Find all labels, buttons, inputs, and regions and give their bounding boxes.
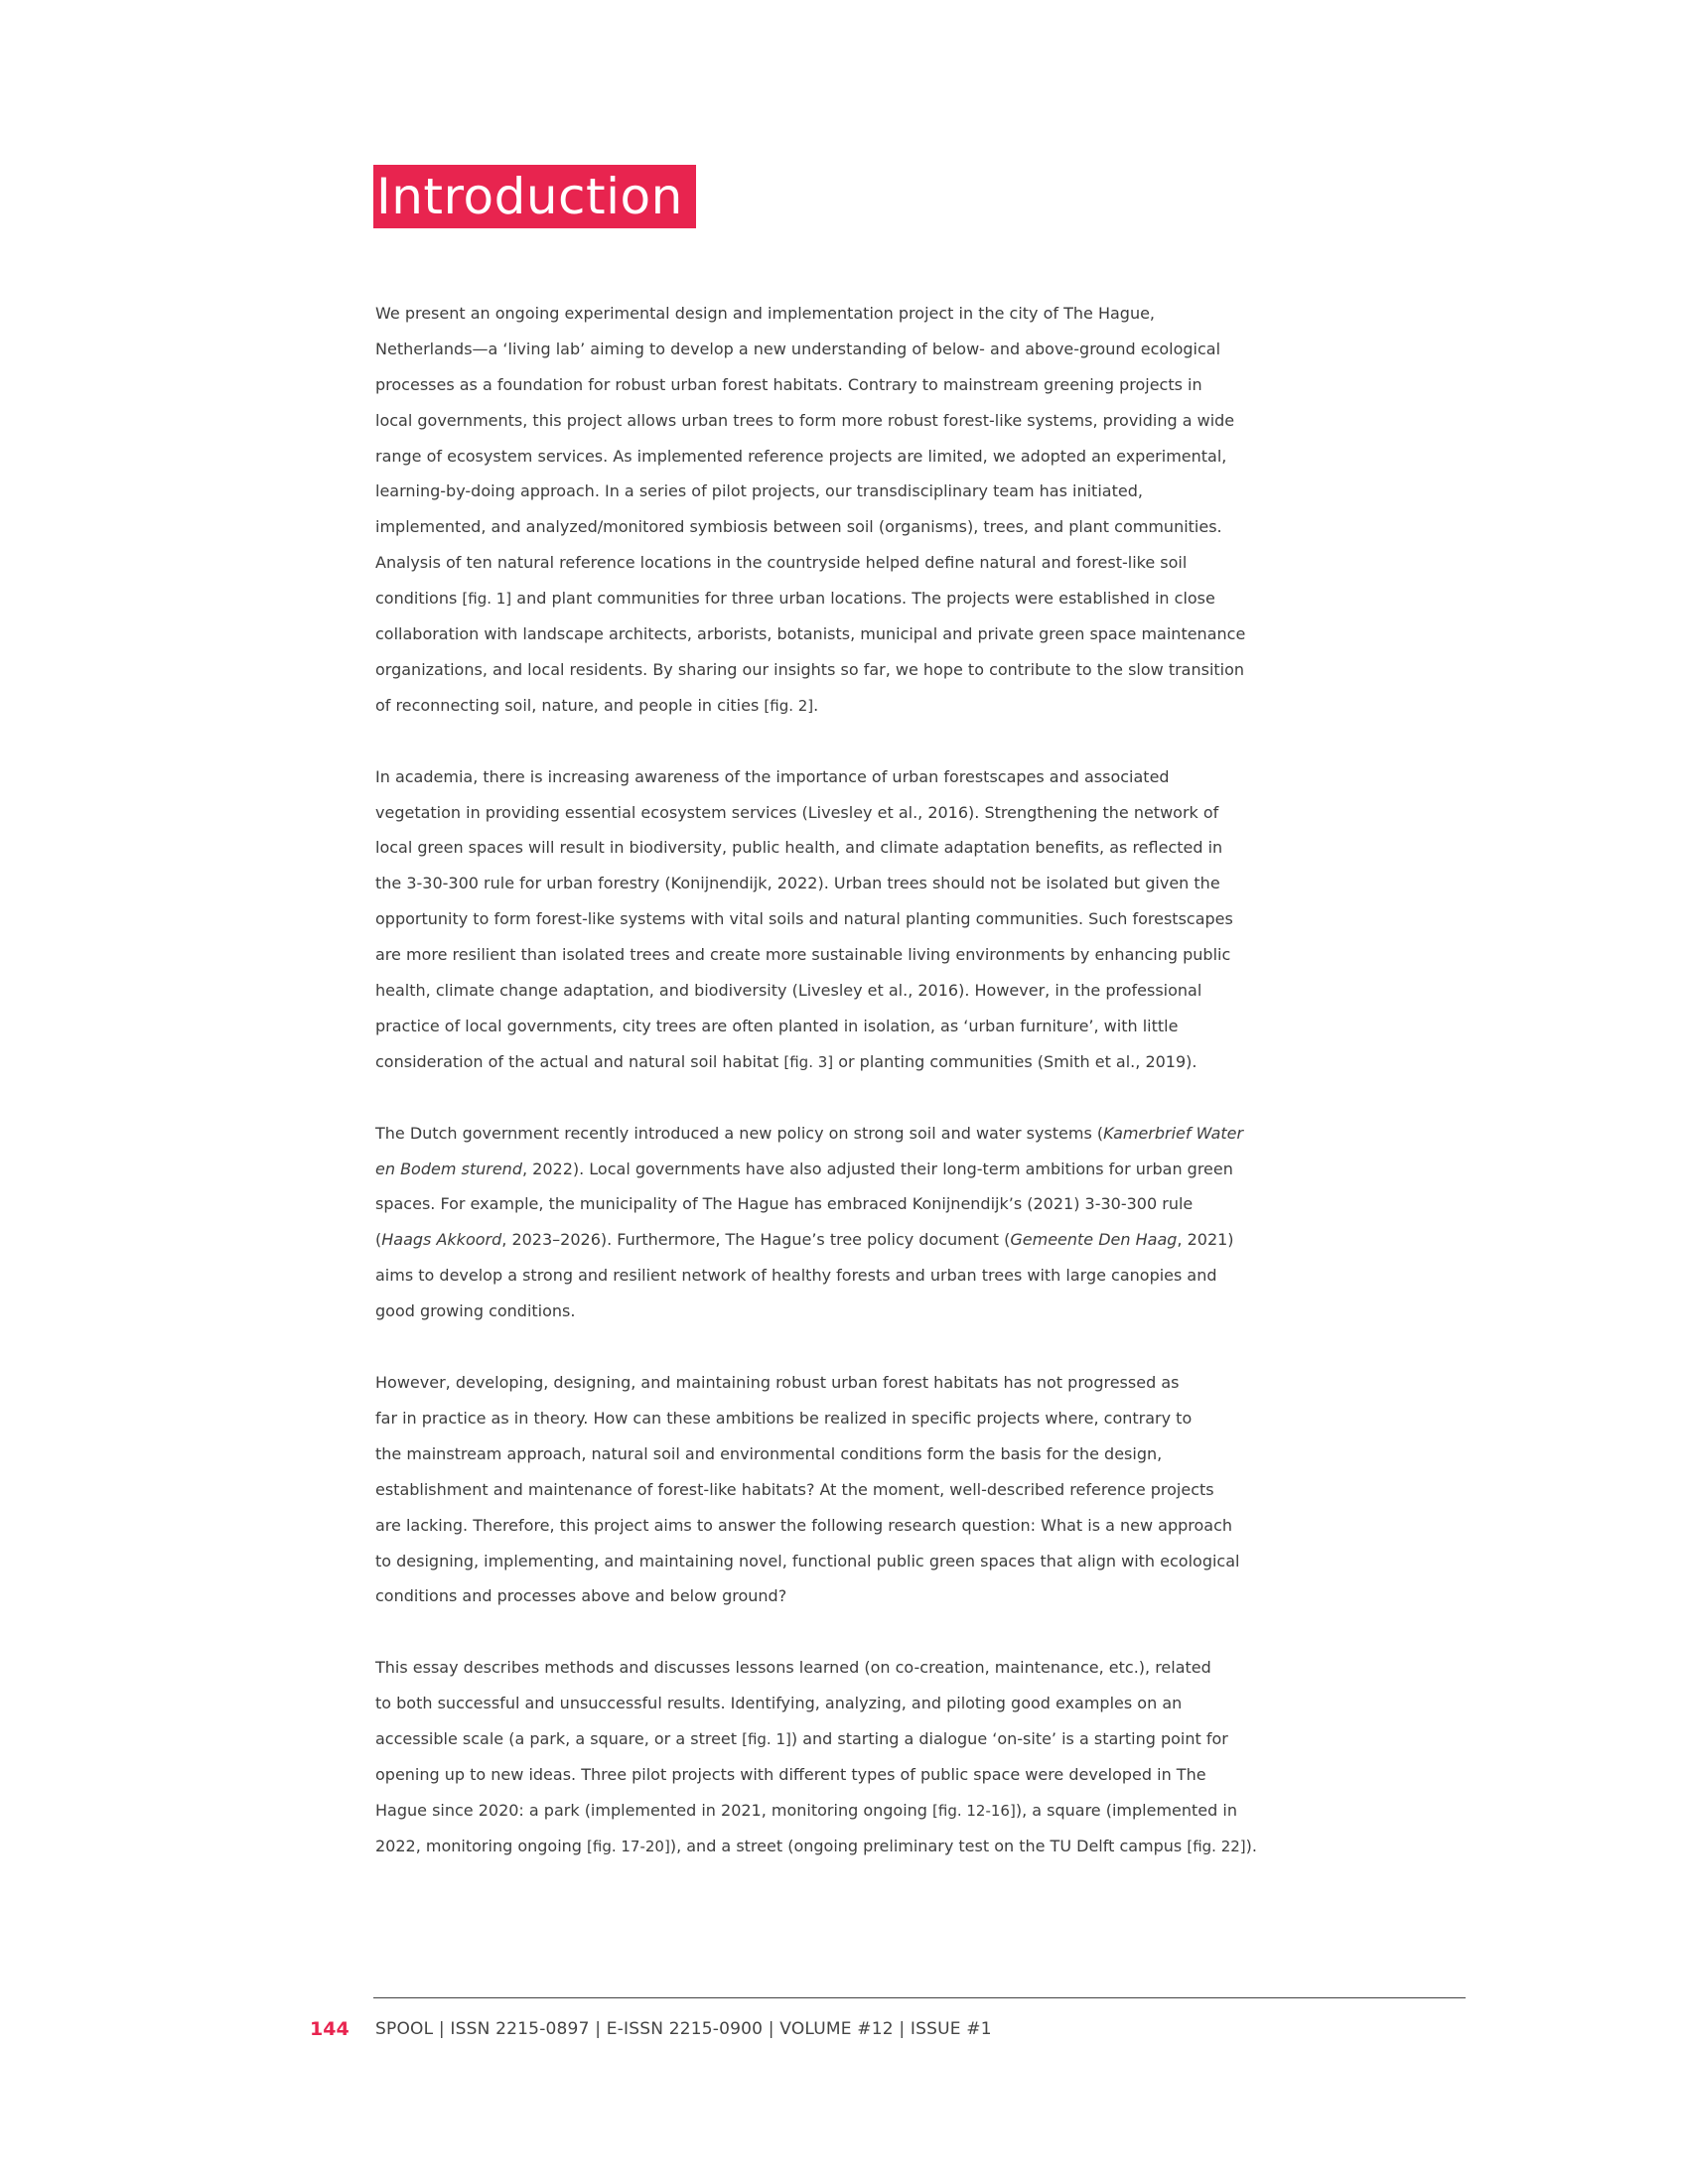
figure-reference: [fig. 12-16] bbox=[932, 1801, 1016, 1820]
text-line bbox=[375, 1009, 1477, 1044]
paragraph bbox=[375, 759, 1477, 1080]
text-segment: This essay describes methods and discusses lessons learned (on co-creation, maintenance, etc.), related bbox=[375, 1658, 1211, 1678]
figure-reference: [fig. 17-20] bbox=[587, 1837, 670, 1855]
text-segment: However, developing, designing, and maintaining robust urban forest habitats has not progressed as bbox=[375, 1373, 1180, 1393]
text-line bbox=[375, 866, 1477, 901]
text-line bbox=[375, 1044, 1477, 1080]
text-line bbox=[375, 439, 1477, 475]
text-segment: of reconnecting soil, nature, and people in cities bbox=[375, 695, 765, 715]
paragraph bbox=[375, 1116, 1477, 1329]
text-segment: are lacking. Therefore, this project aims to answer the following research question: What is a new approach bbox=[375, 1515, 1233, 1535]
figure-reference: [fig. 22] bbox=[1187, 1837, 1246, 1855]
italic-text: en Bodem sturend bbox=[375, 1159, 522, 1178]
text-segment: ), a square (implemented in bbox=[1015, 1800, 1237, 1820]
text-segment: opening up to new ideas. Three pilot projects with different types of public space were developed in The bbox=[375, 1764, 1206, 1784]
text-segment: . bbox=[813, 695, 819, 715]
text-line bbox=[375, 1401, 1477, 1436]
text-line bbox=[375, 1152, 1477, 1187]
text-segment: to designing, implementing, and maintaining novel, functional public green spaces that align with ecological bbox=[375, 1551, 1240, 1570]
text-segment: local green spaces will result in biodiversity, public health, and climate adaptation benefits, as reflected in bbox=[375, 838, 1223, 858]
text-segment: good growing conditions. bbox=[375, 1301, 576, 1321]
text-line bbox=[375, 1793, 1477, 1829]
figure-reference: [fig. 1] bbox=[742, 1730, 791, 1749]
text-line bbox=[375, 616, 1477, 652]
text-line bbox=[375, 937, 1477, 973]
text-segment: conditions bbox=[375, 589, 463, 609]
text-line bbox=[375, 652, 1477, 688]
text-line bbox=[375, 1186, 1477, 1222]
text-line bbox=[375, 1472, 1477, 1508]
footer-divider bbox=[373, 1997, 1466, 1998]
text-segment: and plant communities for three urban locations. The projects were established in close bbox=[511, 589, 1215, 609]
text-line bbox=[375, 901, 1477, 937]
figure-reference: [fig. 1] bbox=[462, 590, 512, 609]
text-segment: health, climate change adaptation, and biodiversity (Livesley et al., 2016). However, in the professional bbox=[375, 981, 1202, 1001]
text-segment: to both successful and unsuccessful results. Identifying, analyzing, and piloting good examples on an bbox=[375, 1694, 1183, 1713]
text-line bbox=[375, 688, 1477, 724]
text-segment: far in practice as in theory. How can these ambitions be realized in specific projects where, contrary to bbox=[375, 1408, 1193, 1428]
text-segment: ), and a street (ongoing preliminary test on the TU Delft campus bbox=[669, 1836, 1188, 1855]
journal-info: SPOOL | ISSN 2215-0897 | E-ISSN 2215-0900 | VOLUME #12 | ISSUE #1 bbox=[375, 2019, 992, 2039]
paragraph bbox=[375, 296, 1477, 724]
text-segment: are more resilient than isolated trees and create more sustainable living environments by enhancing public bbox=[375, 945, 1231, 965]
text-line bbox=[375, 1757, 1477, 1793]
text-segment: learning-by-doing approach. In a series of pilot projects, our transdisciplinary team has initiated, bbox=[375, 481, 1143, 501]
text-segment: implemented, and analyzed/monitored symbiosis between soil (organisms), trees, and plant communities. bbox=[375, 517, 1222, 537]
text-line bbox=[375, 1436, 1477, 1472]
text-line bbox=[375, 581, 1477, 616]
text-line bbox=[375, 296, 1477, 332]
text-segment: the 3-30-300 rule for urban forestry (Konijnendijk, 2022). Urban trees should not be isolated but given the bbox=[375, 874, 1220, 893]
text-segment: establishment and maintenance of forest-like habitats? At the moment, well-described reference projects bbox=[375, 1479, 1214, 1499]
text-segment: the mainstream approach, natural soil and environmental conditions form the basis for the design, bbox=[375, 1443, 1163, 1463]
text-line bbox=[375, 759, 1477, 795]
text-segment: Netherlands—a ‘living lab’ aiming to develop a new understanding of below- and above-ground ecological bbox=[375, 339, 1221, 358]
figure-reference: [fig. 3] bbox=[783, 1052, 834, 1071]
text-line bbox=[375, 973, 1477, 1009]
text-segment: local governments, this project allows urban trees to form more robust forest-like systems, providing a wide bbox=[375, 410, 1235, 430]
figure-reference: [fig. 2] bbox=[764, 696, 814, 715]
text-line bbox=[375, 1544, 1477, 1579]
text-segment: , 2022). Local governments have also adjusted their long-term ambitions for urban green bbox=[521, 1159, 1233, 1178]
text-line bbox=[375, 1365, 1477, 1401]
text-segment: Analysis of ten natural reference locations in the countryside helped define natural and forest-like soil bbox=[375, 553, 1188, 573]
text-segment: processes as a foundation for robust urban forest habitats. Contrary to mainstream greening projects in bbox=[375, 374, 1202, 394]
text-segment: In academia, there is increasing awareness of the importance of urban forestscapes and associated bbox=[375, 766, 1170, 786]
text-segment: organizations, and local residents. By sharing our insights so far, we hope to contribute to the slow transition bbox=[375, 659, 1245, 679]
italic-text: Gemeente Den Haag bbox=[1010, 1230, 1178, 1250]
text-segment: range of ecosystem services. As implemented reference projects are limited, we adopted an experimental, bbox=[375, 446, 1227, 466]
text-segment: accessible scale (a park, a square, or a street bbox=[375, 1729, 743, 1749]
text-segment: spaces. For example, the municipality of The Hague has embraced Konijnendijk’s (2021) 3-30-300 rule bbox=[375, 1194, 1194, 1214]
text-line bbox=[375, 1294, 1477, 1329]
text-line bbox=[375, 795, 1477, 831]
text-segment: , 2023–2026). Furthermore, The Hague’s tree policy document ( bbox=[501, 1230, 1011, 1250]
text-segment: The Dutch government recently introduced a new policy on strong soil and water systems ( bbox=[375, 1123, 1104, 1143]
paragraph bbox=[375, 1365, 1477, 1614]
paragraph bbox=[375, 1650, 1477, 1863]
text-segment: We present an ongoing experimental design and implementation project in the city of The Hague, bbox=[375, 304, 1156, 323]
text-line bbox=[375, 332, 1477, 367]
text-segment: opportunity to form forest-like systems with vital soils and natural planting communities. Such forestscapes bbox=[375, 909, 1233, 929]
text-line bbox=[375, 367, 1477, 403]
text-line bbox=[375, 1721, 1477, 1757]
text-segment: vegetation in providing essential ecosystem services (Livesley et al., 2016). Strengthening the network of bbox=[375, 802, 1219, 822]
body-text bbox=[375, 296, 1477, 1900]
text-line bbox=[375, 1650, 1477, 1686]
text-line bbox=[375, 830, 1477, 866]
text-line bbox=[375, 1258, 1477, 1294]
text-line bbox=[375, 1686, 1477, 1721]
section-heading: Introduction bbox=[373, 165, 696, 228]
text-line bbox=[375, 1829, 1477, 1864]
text-segment: conditions and processes above and below ground? bbox=[375, 1586, 787, 1606]
text-segment: , 2021) bbox=[1177, 1230, 1234, 1250]
text-line bbox=[375, 474, 1477, 509]
italic-text: Kamerbrief Water bbox=[1103, 1123, 1244, 1143]
text-segment: or planting communities (Smith et al., 2019). bbox=[833, 1051, 1197, 1071]
text-segment: Hague since 2020: a park (implemented in 2021, monitoring ongoing bbox=[375, 1800, 933, 1820]
text-line bbox=[375, 1508, 1477, 1544]
text-segment: aims to develop a strong and resilient network of healthy forests and urban trees with large canopies and bbox=[375, 1266, 1217, 1286]
text-segment: ) and starting a dialogue ‘on-site’ is a starting point for bbox=[790, 1729, 1228, 1749]
text-segment: collaboration with landscape architects, arborists, botanists, municipal and private green space maintenance bbox=[375, 624, 1246, 644]
text-line bbox=[375, 1578, 1477, 1614]
text-segment: consideration of the actual and natural soil habitat bbox=[375, 1051, 784, 1071]
italic-text: Haags Akkoord bbox=[381, 1230, 502, 1250]
text-segment: ). bbox=[1245, 1836, 1257, 1855]
text-line bbox=[375, 403, 1477, 439]
text-line bbox=[375, 1116, 1477, 1152]
text-line bbox=[375, 545, 1477, 581]
text-segment: practice of local governments, city trees are often planted in isolation, as ‘urban furniture’, with little bbox=[375, 1016, 1179, 1035]
page-number: 144 bbox=[310, 2018, 350, 2040]
text-line bbox=[375, 1222, 1477, 1258]
text-segment: ( bbox=[375, 1230, 382, 1250]
text-segment: 2022, monitoring ongoing bbox=[375, 1836, 588, 1855]
text-line bbox=[375, 509, 1477, 545]
